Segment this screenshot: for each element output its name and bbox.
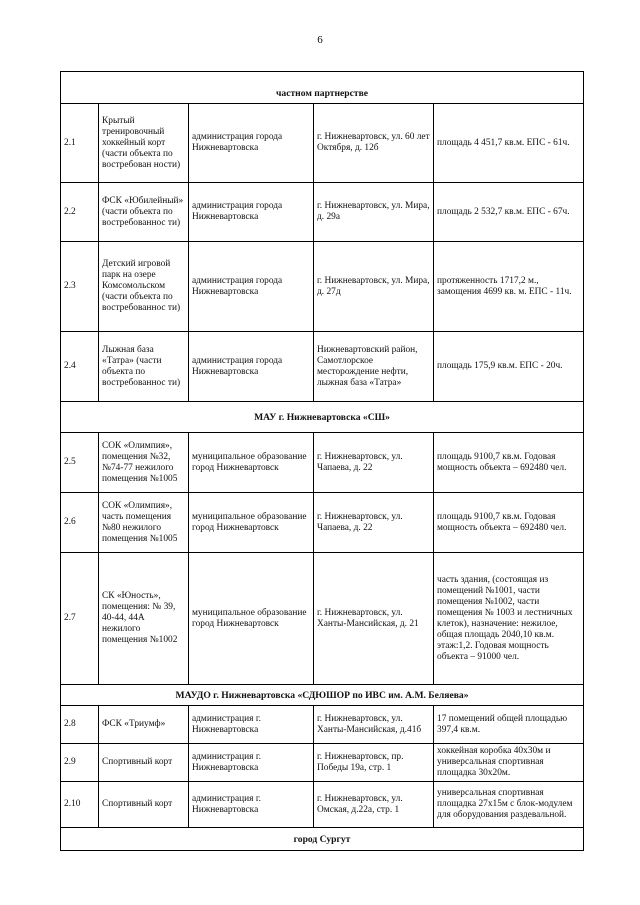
address: г. Нижневартовск, пр. Победы 19а, стр. 1 [314, 744, 434, 782]
owner: администрация г. Нижневартовска [189, 782, 314, 828]
section-title: частном партнерстве [61, 72, 584, 104]
row-number: 2.4 [61, 332, 99, 402]
characteristics: хоккейная коробка 40х30м и универсальная спортивная площадка 30х20м. [434, 744, 584, 782]
table-row [61, 332, 584, 402]
characteristics: протяженность 1717,2 м., замощения 4699 кв. м. ЕПС - 11ч. [434, 242, 584, 332]
row-number: 2.9 [61, 744, 99, 782]
section-title: МАУ г. Нижневартовска «СШ» [61, 402, 584, 433]
address: г. Нижневартовск, ул. Мира, д. 27д [314, 242, 434, 332]
object-name: Детский игровой парк на озере Комсомольском (части объекта по востребованнос ти) [99, 242, 189, 332]
address: г. Нижневартовск, ул. 60 лет Октября, д. 12б [314, 104, 434, 183]
owner: муниципальное образование город Нижневартовск [189, 553, 314, 685]
row-number: 2.2 [61, 183, 99, 242]
table-row [61, 493, 584, 553]
row-number: 2.5 [61, 433, 99, 493]
characteristics: площадь 4 451,7 кв.м. ЕПС - 61ч. [434, 104, 584, 183]
object-name: СК «Юность», помещения: № 39, 40-44, 44А нежилого помещения №1002 [99, 553, 189, 685]
owner: администрация города Нижневартовска [189, 332, 314, 402]
objects-table [60, 71, 584, 851]
table-row [61, 242, 584, 332]
row-number: 2.1 [61, 104, 99, 183]
owner: администрация города Нижневартовска [189, 104, 314, 183]
owner: администрация города Нижневартовска [189, 183, 314, 242]
object-name: СОК «Олимпия», часть помещения №80 нежилого помещения №1005 [99, 493, 189, 553]
table-row [61, 433, 584, 493]
table-row [61, 706, 584, 744]
table-row [61, 782, 584, 828]
row-number: 2.10 [61, 782, 99, 828]
owner: администрация г. Нижневартовска [189, 706, 314, 744]
address: г. Нижневартовск, ул. Чапаева, д. 22 [314, 433, 434, 493]
characteristics: площадь 175,9 кв.м. ЕПС - 20ч. [434, 332, 584, 402]
owner: администрация г. Нижневартовска [189, 744, 314, 782]
characteristics: площадь 9100,7 кв.м. Годовая мощность объекта – 692480 чел. [434, 433, 584, 493]
characteristics: площадь 9100,7 кв.м. Годовая мощность объекта – 692480 чел. [434, 493, 584, 553]
object-name: Лыжная база «Татра» (части объекта по востребованнос ти) [99, 332, 189, 402]
row-number: 2.7 [61, 553, 99, 685]
characteristics: часть здания, (состоящая из помещений №1001, части помещения №1002, части помещения № 1003 и лестничных клеток), назначение: нежилое, общая площадь 2040,10 кв.м. этаж:1,2. Годовая мощность объекта – 91000 чел. [434, 553, 584, 685]
address: г. Нижневартовск, ул. Омская, д.22а, стр. 1 [314, 782, 434, 828]
characteristics: площадь 2 532,7 кв.м. ЕПС - 67ч. [434, 183, 584, 242]
page-number: 6 [317, 34, 323, 46]
owner: муниципальное образование город Нижневартовск [189, 433, 314, 493]
address: г. Нижневартовск, ул. Ханты-Мансийская, д.41б [314, 706, 434, 744]
object-name: ФСК «Триумф» [99, 706, 189, 744]
table-row [61, 744, 584, 782]
section-title: город Сургут [61, 828, 584, 851]
object-name: СОК «Олимпия», помещения №32, №74-77 нежилого помещения №1005 [99, 433, 189, 493]
object-name: Крытый тренировочный хоккейный корт (части объекта по востребован ности) [99, 104, 189, 183]
address: г. Нижневартовск, ул. Ханты-Мансийская, д. 21 [314, 553, 434, 685]
table-row [61, 553, 584, 685]
section-header-row [61, 685, 584, 706]
table-row [61, 104, 584, 183]
row-number: 2.8 [61, 706, 99, 744]
address: г. Нижневартовск, ул. Чапаева, д. 22 [314, 493, 434, 553]
section-header-row [61, 72, 584, 104]
object-name: Спортивный корт [99, 782, 189, 828]
table-row [61, 183, 584, 242]
address: г. Нижневартовск, ул. Мира, д. 29а [314, 183, 434, 242]
section-header-row [61, 402, 584, 433]
characteristics: универсальная спортивная площадка 27х15м с блок-модулем для оборудования раздевальной. [434, 782, 584, 828]
row-number: 2.6 [61, 493, 99, 553]
section-title: МАУДО г. Нижневартовска «СДЮШОР по ИВС им. А.М. Беляева» [61, 685, 584, 706]
object-name: Спортивный корт [99, 744, 189, 782]
address: Нижневартовский район, Самотлорское месторождение нефти, лыжная база «Татра» [314, 332, 434, 402]
characteristics: 17 помещений общей площадью 397,4 кв.м. [434, 706, 584, 744]
owner: администрация города Нижневартовска [189, 242, 314, 332]
section-header-row [61, 828, 584, 851]
owner: муниципальное образование город Нижневартовск [189, 493, 314, 553]
object-name: ФСК «Юбилейный» (части объекта по востребованнос ти) [99, 183, 189, 242]
row-number: 2.3 [61, 242, 99, 332]
